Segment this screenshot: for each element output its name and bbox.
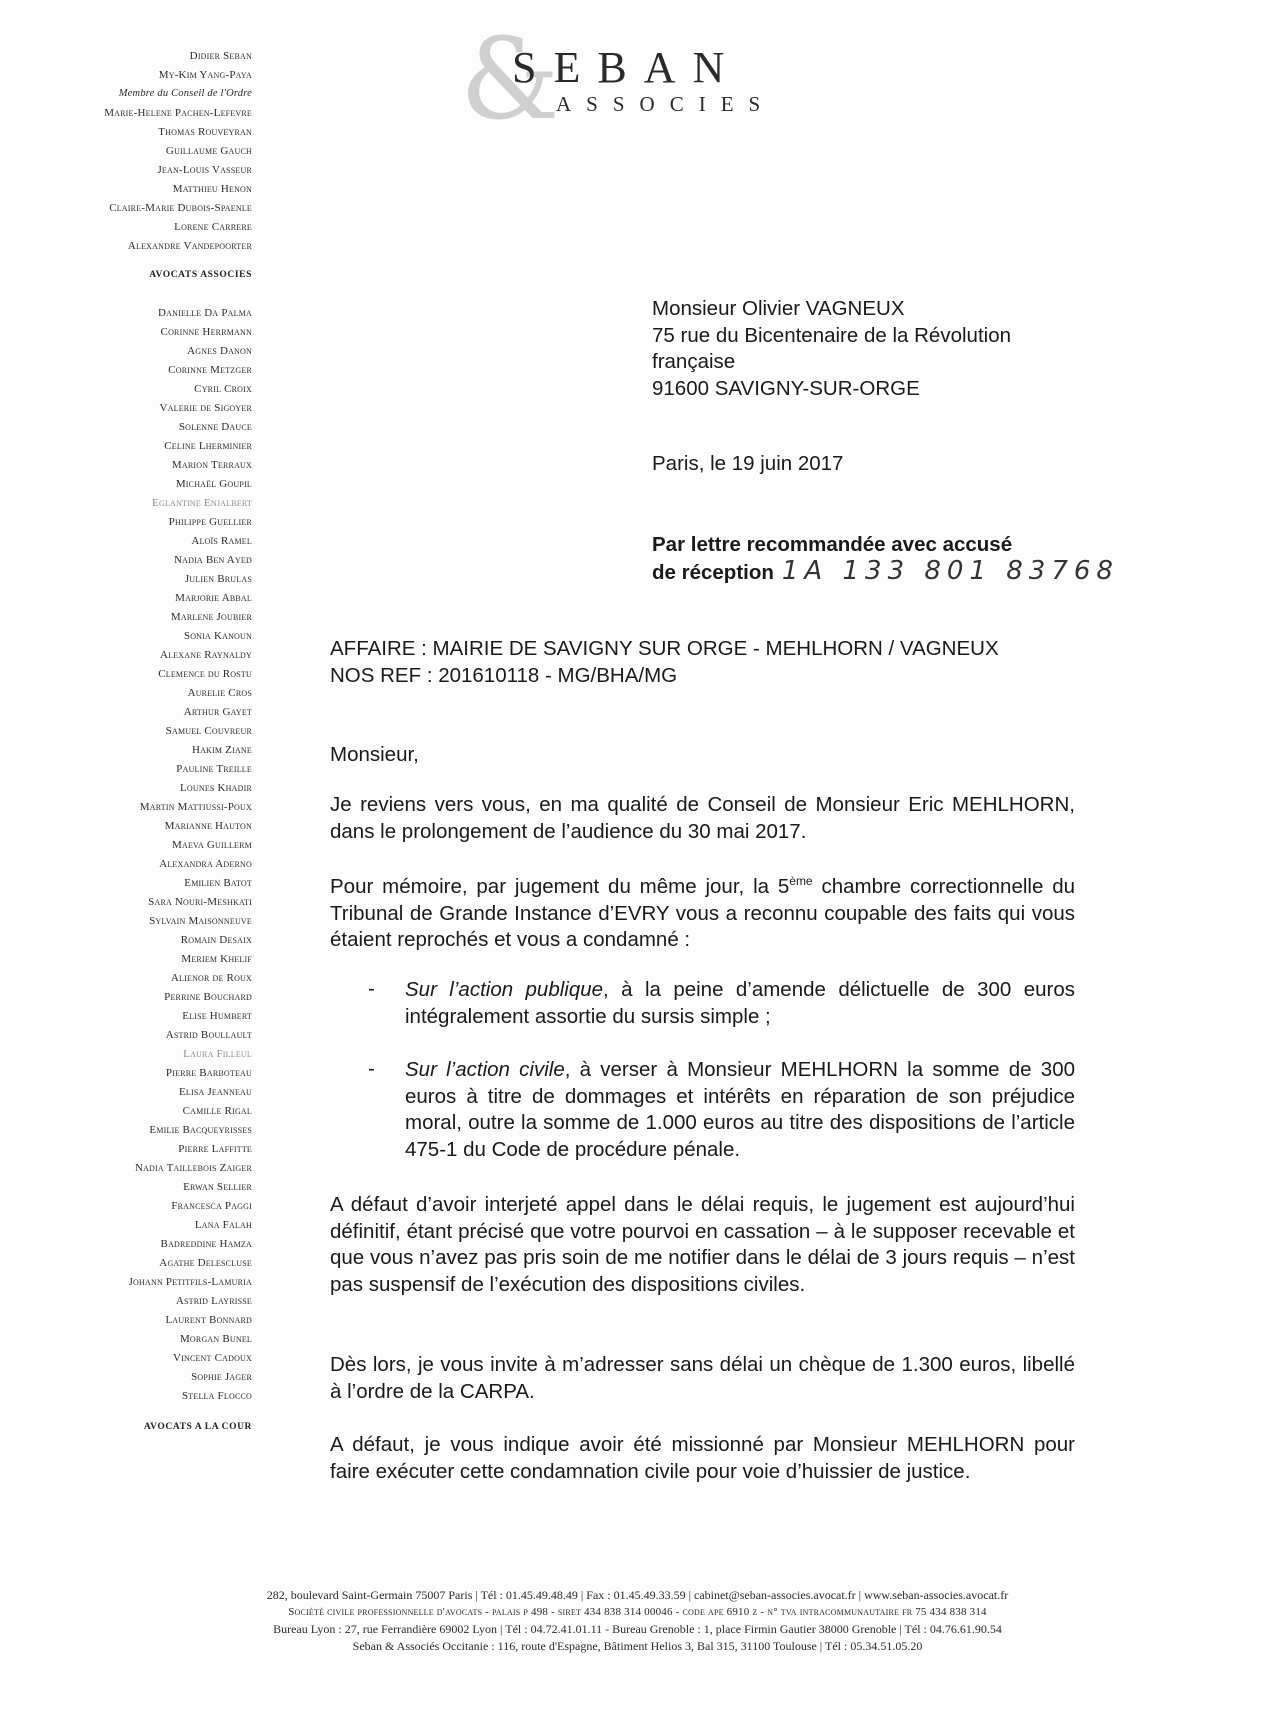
lawyer-name: Astrid Boullault xyxy=(165,1029,252,1041)
paragraph-2-start: Pour mémoire, par jugement du même jour, la 5 xyxy=(330,875,790,898)
bullet-dash: - xyxy=(368,1057,375,1080)
lawyer-name: Martin Mattiussi-Poux xyxy=(139,801,252,813)
lawyer-name: Johann Petitfils-Lamuria xyxy=(128,1276,252,1288)
paragraph-2-end: chambre correctionnelle du Tribunal de Grande Instance d’EVRY vous a reconnu coupable des faits qui vous étaient reprochés et vous a condamné : xyxy=(330,875,1076,951)
registered-line-2: de réception xyxy=(652,561,774,584)
case-title: AFFAIRE : MAIRIE DE SAVIGNY SUR ORGE - MEHLHORN / VAGNEUX xyxy=(330,637,999,660)
partner-name: Thomas Rouveyran xyxy=(158,126,252,138)
footer-offices: Bureau Lyon : 27, rue Ferrandière 69002 Lyon | Tél : 04.72.41.01.11 - Bureau Grenoble : 1, place Firmin Gautier 38000 Grenoble | Tél : 04.76.61.90.54 xyxy=(273,1622,1002,1636)
footer-occitanie: Seban & Associés Occitanie : 116, route d'Espagne, Bâtiment Helios 3, Bal 315, 31100 Toulouse | Tél : 05.34.51.05.20 xyxy=(352,1639,923,1653)
lawyer-name: Nadia Ben Ayed xyxy=(173,554,252,566)
partner-name: Lorene Carrere xyxy=(174,221,252,233)
recipient-city: 91600 SAVIGNY-SUR-ORGE xyxy=(652,376,920,400)
recipient-address xyxy=(652,296,1011,402)
lawyer-name: Emilie Bacqueyrisses xyxy=(149,1124,252,1136)
lawyer-name: Elisa Jeanneau xyxy=(179,1086,252,1098)
lawyer-name: Vincent Cadoux xyxy=(172,1352,252,1364)
letter-date: Paris, le 19 juin 2017 xyxy=(652,452,844,475)
lawyer-name: Agnes Danon xyxy=(187,345,252,357)
lawyer-name: Stella Flocco xyxy=(181,1390,252,1402)
bullet-item-public-action xyxy=(405,977,1075,1030)
handwritten-tracking-number: 1A 133 801 83768 xyxy=(781,556,1119,586)
partner-name: Marie-Helene Pachen-Lefevre xyxy=(104,107,252,119)
lawyer-name: Emilien Batot xyxy=(184,877,252,889)
lawyer-name: Corinne Metzger xyxy=(168,364,252,376)
lawyer-name: Aloïs Ramel xyxy=(191,535,252,547)
paragraph-2 xyxy=(330,874,1075,954)
lawyer-name: Alienor de Roux xyxy=(170,972,252,984)
footer-address: 282, boulevard Saint-Germain 75007 Paris | Tél : 01.45.49.48.49 | Fax : 01.45.49.33.59 | cabinet@seban-associes.avocat.fr | www.seban-associes.avocat.fr xyxy=(266,1588,1009,1602)
lawyer-name: Astrid Layrisse xyxy=(175,1295,252,1307)
lawyer-name: Francesca Paggi xyxy=(171,1200,252,1212)
partner-title: Membre du Conseil de l'Ordre xyxy=(118,88,252,99)
lawyers-heading: AVOCATS A LA COUR xyxy=(143,1422,252,1432)
lawyer-name: Clemence du Rostu xyxy=(158,668,252,680)
lawyer-name: Samuel Couvreur xyxy=(165,725,252,737)
paragraph-4: Dès lors, je vous invite à m’adresser sans délai un chèque de 1.300 euros, libellé à l’ordre de la CARPA. xyxy=(330,1353,1075,1403)
lawyer-name: Camille Rigal xyxy=(182,1105,252,1117)
lawyer-name: Philippe Guellier xyxy=(168,516,252,528)
lawyer-name: Sonia Kanoun xyxy=(183,630,252,642)
lawyer-name: Julien Brulas xyxy=(184,573,252,585)
bullet-2-text: , à verser à Monsieur MEHLHORN la somme de 300 euros à titre de dommages et intérêts en réparation de son préjudice moral, outre la somme de 1.000 euros au titre des dispositions de l’article 475-1 du Code de procédure pénale. xyxy=(405,1058,1075,1161)
lawyer-name: Meriem Khelif xyxy=(181,953,252,965)
recipient-street-cont: française xyxy=(652,350,736,373)
lawyer-name: Perrine Bouchard xyxy=(164,991,252,1003)
paragraph-3: A défaut d’avoir interjeté appel dans le délai requis, le jugement est aujourd’hui définitif, étant précisé que votre pourvoi en cassation – à le supposer recevable et que vous n’avez pas pris soin de me notifier dans le délai de 3 jours requis – n’est pas suspensif de l’exécution des dispositions civiles. xyxy=(330,1193,1075,1296)
partner-name: Alexandre Vandepoorter xyxy=(127,240,252,252)
lawyer-name: Alexandra Aderno xyxy=(159,858,252,870)
lawyer-name: Marianne Hauton xyxy=(164,820,252,832)
lawyer-name: Danielle Da Palma xyxy=(157,307,252,319)
lawyer-name: Hakim Ziane xyxy=(191,744,252,756)
lawyer-name: Pierre Barboteau xyxy=(165,1067,252,1079)
lawyer-name: Marlene Joubier xyxy=(170,611,252,623)
partner-name: Didier Seban xyxy=(189,50,252,62)
our-reference: NOS REF : 201610118 - MG/BHA/MG xyxy=(330,663,678,687)
partner-name: Claire-Marie Dubois-Spaenle xyxy=(109,202,252,214)
bullet-item-civil-action xyxy=(405,1057,1075,1163)
lawyer-name: Morgan Bunel xyxy=(179,1333,252,1345)
lawyer-name: Elise Humbert xyxy=(182,1010,252,1022)
lawyer-name: Sylvain Maisonneuve xyxy=(149,915,252,927)
registered-mail-notice xyxy=(652,532,1119,586)
lawyer-name: Sara Nouri-Meshkati xyxy=(148,896,252,908)
lawyer-name: Solenne Dauce xyxy=(178,421,252,433)
lawyer-name: Badreddine Hamza xyxy=(160,1238,252,1250)
partners-heading: AVOCATS ASSOCIES xyxy=(149,270,252,280)
lawyer-name: Lounes Khadir xyxy=(179,782,252,794)
registered-line-1: Par lettre recommandée avec accusé xyxy=(652,533,1013,556)
logo-ampersand: & xyxy=(460,15,560,145)
firm-logo xyxy=(460,15,780,145)
lawyer-name: Maeva Guillerm xyxy=(171,839,252,851)
lawyer-name: Alexane Raynaldy xyxy=(159,649,252,661)
lawyer-name: Aurelie Cros xyxy=(187,687,252,699)
lawyer-name: Michaël Goupil xyxy=(175,478,252,490)
lawyer-name: Nadia Taillebois Zaiger xyxy=(134,1162,252,1174)
paragraph-5: A défaut, je vous indique avoir été missionné par Monsieur MEHLHORN pour faire exécuter cette condamnation civile pour voie d’huissier de justice. xyxy=(330,1433,1075,1483)
lawyer-name: Pauline Treille xyxy=(176,763,252,775)
case-reference xyxy=(330,636,999,689)
lawyer-name: Marjorie Abbal xyxy=(175,592,252,604)
bullet-dash: - xyxy=(368,977,375,1000)
recipient-street: 75 rue du Bicentenaire de la Révolution xyxy=(652,323,1011,347)
footer-legal: Société civile professionnelle d'avocats - palais p 498 - siret 434 838 314 00046 - code ape 6910 z - n° tva intracommunautaire fr 75 434 838 314 xyxy=(288,1606,987,1618)
partner-name: Jean-Louis Vasseur xyxy=(157,164,252,176)
salutation: Monsieur, xyxy=(330,743,419,766)
lawyer-name: Cyril Croix xyxy=(194,383,252,395)
lawyer-name: Lana Falah xyxy=(194,1219,252,1231)
lawyer-name: Marion Terraux xyxy=(171,459,252,471)
bullet-2-lead: Sur l’action civile xyxy=(405,1058,565,1081)
lawyer-name: Laurent Bonnard xyxy=(165,1314,252,1326)
recipient-name: Monsieur Olivier VAGNEUX xyxy=(652,297,905,320)
logo-subtitle: ASSOCIES xyxy=(556,92,776,116)
paragraph-1: Je reviens vers vous, en ma qualité de Conseil de Monsieur Eric MEHLHORN, dans le prolongement de l’audience du 30 mai 2017. xyxy=(330,793,1075,843)
lawyer-name: Agathe Delescluse xyxy=(159,1257,252,1269)
bullet-1-text: , à la peine d’amende délictuelle de 300 euros intégralement assortie du sursis simple ; xyxy=(405,978,1075,1028)
lawyer-name: Pierre Laffitte xyxy=(178,1143,252,1155)
lawyer-name: Valerie de Sigoyer xyxy=(159,402,252,414)
partner-name: My-Kim Yang-Paya xyxy=(158,69,252,81)
lawyer-name: Laura Filleul xyxy=(183,1048,252,1060)
bullet-1-lead: Sur l’action publique xyxy=(405,978,604,1001)
lawyer-name: Erwan Sellier xyxy=(183,1181,252,1193)
lawyer-name: Eglantine Enjalbert xyxy=(152,497,252,509)
lawyer-name: Romain Desaix xyxy=(180,934,252,946)
lawyer-name: Sophie Jager xyxy=(191,1371,252,1383)
lawyer-name: Celine Lherminier xyxy=(164,440,252,452)
ordinal-suffix: ème xyxy=(789,874,813,889)
logo-name: SEBAN xyxy=(512,43,742,92)
partner-name: Matthieu Henon xyxy=(172,183,252,195)
partner-name: Guillaume Gauch xyxy=(165,145,252,157)
lawyer-name: Arthur Gayet xyxy=(183,706,252,718)
lawyer-name: Corinne Herrmann xyxy=(160,326,252,338)
